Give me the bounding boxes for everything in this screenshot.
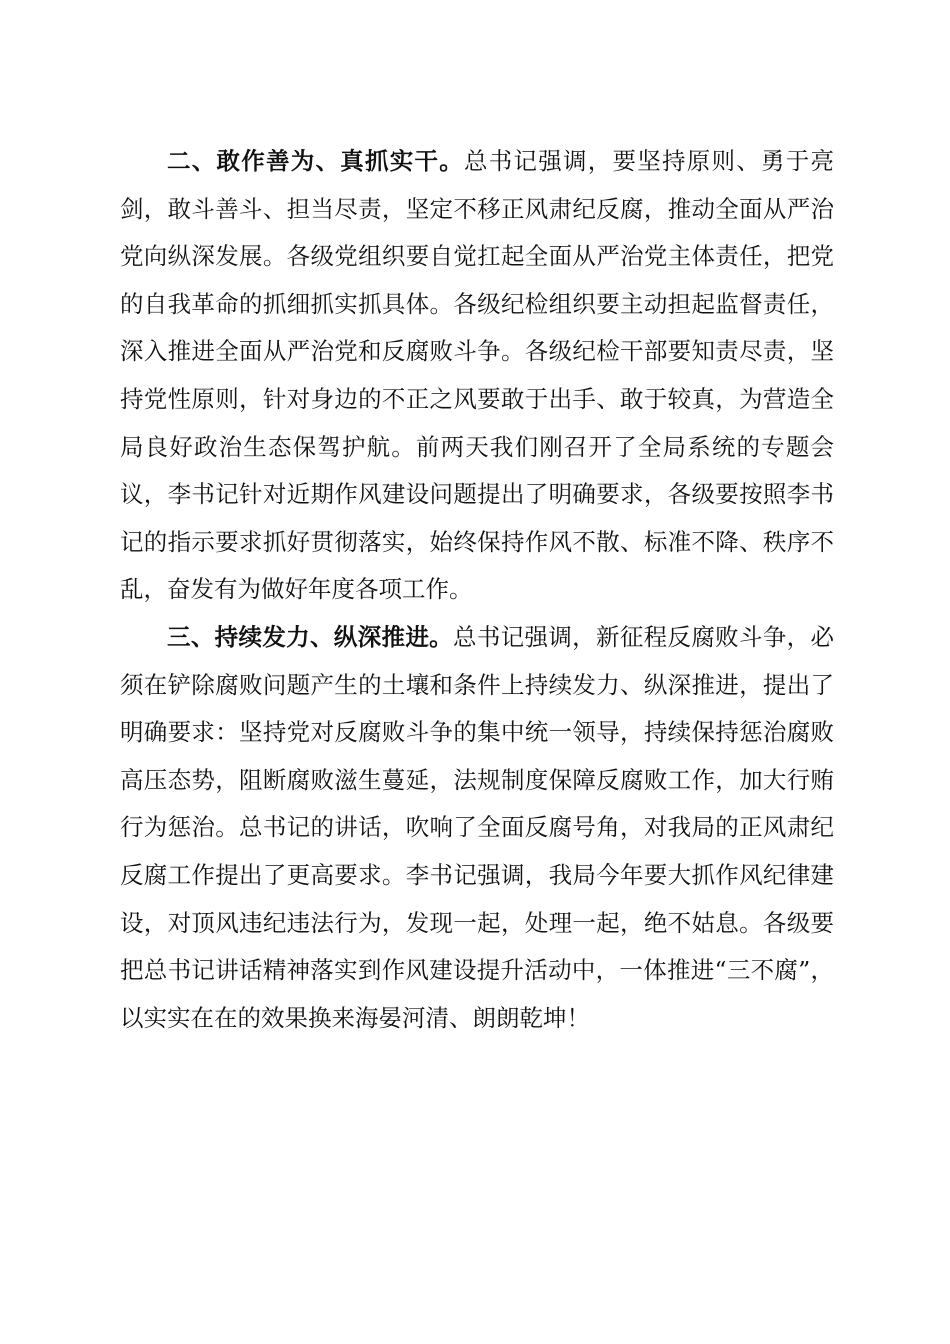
- section-two-body: 总书记强调，要坚持原则、勇于亮剑，敢斗善斗、担当尽责，坚定不移正风肃纪反腐，推动全面从严治党向纵深发展。各级党组织要自觉扛起全面从严治党主体责任，把党的自我革命的抓细抓实抓具体。各级纪检组织要主动担起监督责任，深入推进全面从严治党和反腐败斗争。各级纪检干部要知责尽责，坚持党性原则，针对身边的不正之风要敢于出手、敢于较真，为营造全局良好政治生态保驾护航。前两天我们刚召开了全局系统的专题会议，李书记针对近期作风建设问题提出了明确要求，各级要按照李书记的指示要求抓好贯彻落实，始终保持作风不散、标准不降、秩序不乱，奋发有为做好年度各项工作。: [120, 147, 834, 604]
- section-three-heading: 三、持续发力、纵深推进。: [167, 622, 453, 651]
- section-two-heading: 二、敢作善为、真抓实干。: [167, 147, 464, 175]
- document-body: [120, 138, 834, 1042]
- paragraph-section-two: [120, 138, 834, 614]
- paragraph-section-three: [120, 614, 834, 1042]
- section-three-body: 总书记强调，新征程反腐败斗争，必须在铲除腐败问题产生的土壤和条件上持续发力、纵深推进，提出了明确要求：坚持党对反腐败斗争的集中统一领导，持续保持惩治腐败高压态势，阻断腐败滋生蔓延，法规制度保障反腐败工作，加大行贿行为惩治。总书记的讲话，吹响了全面反腐号角，对我局的正风肃纪反腐工作提出了更高要求。李书记强调，我局今年要大抓作风纪律建设，对顶风违纪违法行为，发现一起，处理一起，绝不姑息。各级要把总书记讲话精神落实到作风建设提升活动中，一体推进“三不腐”，以实实在在的效果换来海晏河清、朗朗乾坤！: [120, 622, 834, 1032]
